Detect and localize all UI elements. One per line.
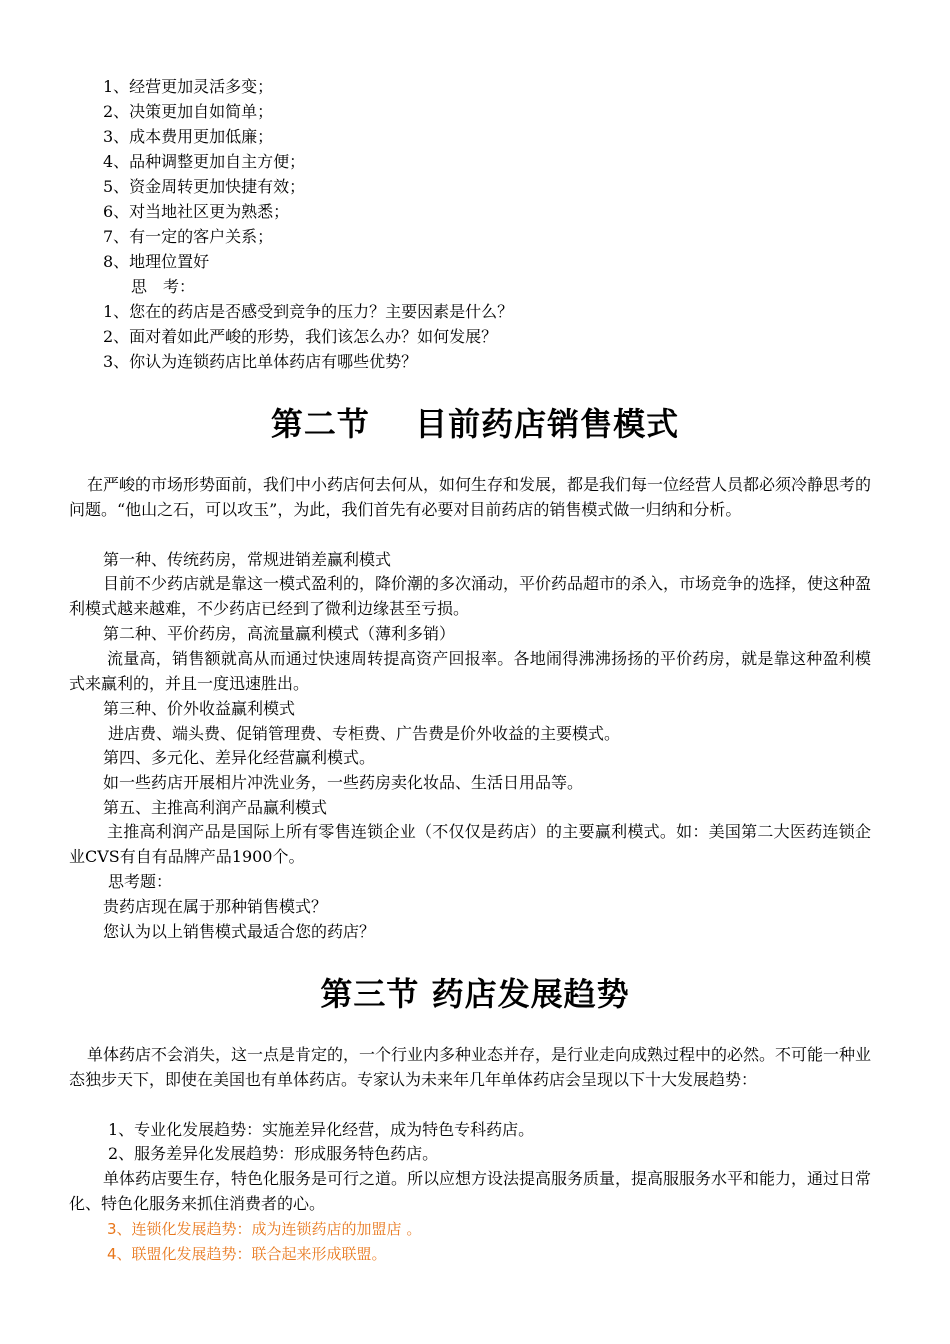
advantage-item: 5、资金周转更加快捷有效； [103,177,306,196]
section2-think-question: 您认为以上销售模式最适合您的药店？ [103,922,376,941]
trend-item-highlight: 3、连锁化发展趋势：成为连锁药店的加盟店 。 [107,1220,422,1238]
section2-think-question: 贵药店现在属于那种销售模式？ [103,897,328,916]
section3-intro: 单体药店不会消失，这一点是肯定的，一个行业内多种业态并存，是行业走向成熟过程中的必然。不可能一种业态独步天下，即使在美国也有单体药店。专家认为未来年几年单体药店会呈现以下十大发展趋势： [69,1045,872,1089]
section3-title: 第三节 药店发展趋势 [320,975,630,1013]
mode4-text: 如一些药店开展相片冲洗业务，一些药房卖化妆品、生活日用品等。 [103,773,584,792]
mode1-text: 目前不少药店就是靠这一模式盈利的，降价潮的多次涌动，平价药品超市的杀入，市场竞争的选择，使这种盈利模式越来越难，不少药店已经到了微利边缘甚至亏损。 [69,574,872,618]
section2-intro: 在严峻的市场形势面前，我们中小药店何去何从，如何生存和发展，都是我们每一位经营人员都必须冷静思考的问题。“他山之石，可以攻玉”，为此，我们首先有必要对目前药店的销售模式做一归纳和分析。 [69,475,872,519]
mode5-title: 第五、主推高利润产品赢利模式 [103,798,328,817]
mode2-title: 第二种、平价药房，高流量赢利模式（薄利多销） [103,624,456,643]
mode5-text: 主推高利润产品是国际上所有零售连锁企业（不仅仅是药店）的主要赢利模式。如：美国第二大医药连锁企业CVS有自有品牌产品1900个。 [69,822,871,866]
mode3-title: 第三种、价外收益赢利模式 [103,699,296,718]
section2-title: 第二节 目前药店销售模式 [270,405,680,443]
advantage-item: 4、品种调整更加自主方便； [103,152,306,171]
think-question: 3、你认为连锁药店比单体药店有哪些优势？ [103,352,418,371]
think-question: 1、您在的药店是否感受到竞争的压力？主要因素是什么？ [103,302,514,321]
trend-item: 2、服务差异化发展趋势：形成服务特色药店。 [108,1144,439,1163]
mode1-title: 第一种、传统药房，常规进销差赢利模式 [103,550,392,569]
advantage-item: 1、经营更加灵活多变； [103,77,274,96]
advantage-item: 8、地理位置好 [103,252,210,271]
advantage-item: 6、对当地社区更为熟悉； [103,202,290,221]
think-label: 思 考： [131,277,196,296]
trend-item-highlight: 4、联盟化发展趋势：联合起来形成联盟。 [107,1245,387,1263]
mode4-title: 第四、多元化、差异化经营赢利模式。 [103,748,376,767]
trend2-text: 单体药店要生存，特色化服务是可行之道。所以应想方设法提高服务质量，提高服服务水平和能力，通过日常化、特色化服务来抓住消费者的心。 [69,1169,872,1213]
trend-item: 1、专业化发展趋势：实施差异化经营，成为特色专科药店。 [108,1120,535,1139]
mode2-text: 流量高，销售额就高从而通过快速周转提高资产回报率。各地闹得沸沸扬扬的平价药房，就是靠这种盈利模式来赢利的，并且一度迅速胜出。 [69,649,871,693]
advantage-item: 3、成本费用更加低廉； [103,127,274,146]
advantage-item: 2、决策更加自如简单； [103,102,274,121]
section2-think-label: 思考题： [108,872,173,891]
advantage-item: 7、有一定的客户关系； [103,227,274,246]
think-question: 2、面对着如此严峻的形势，我们该怎么办？如何发展？ [103,327,498,346]
mode3-text: 进店费、端头费、促销管理费、专柜费、广告费是价外收益的主要模式。 [108,724,621,743]
